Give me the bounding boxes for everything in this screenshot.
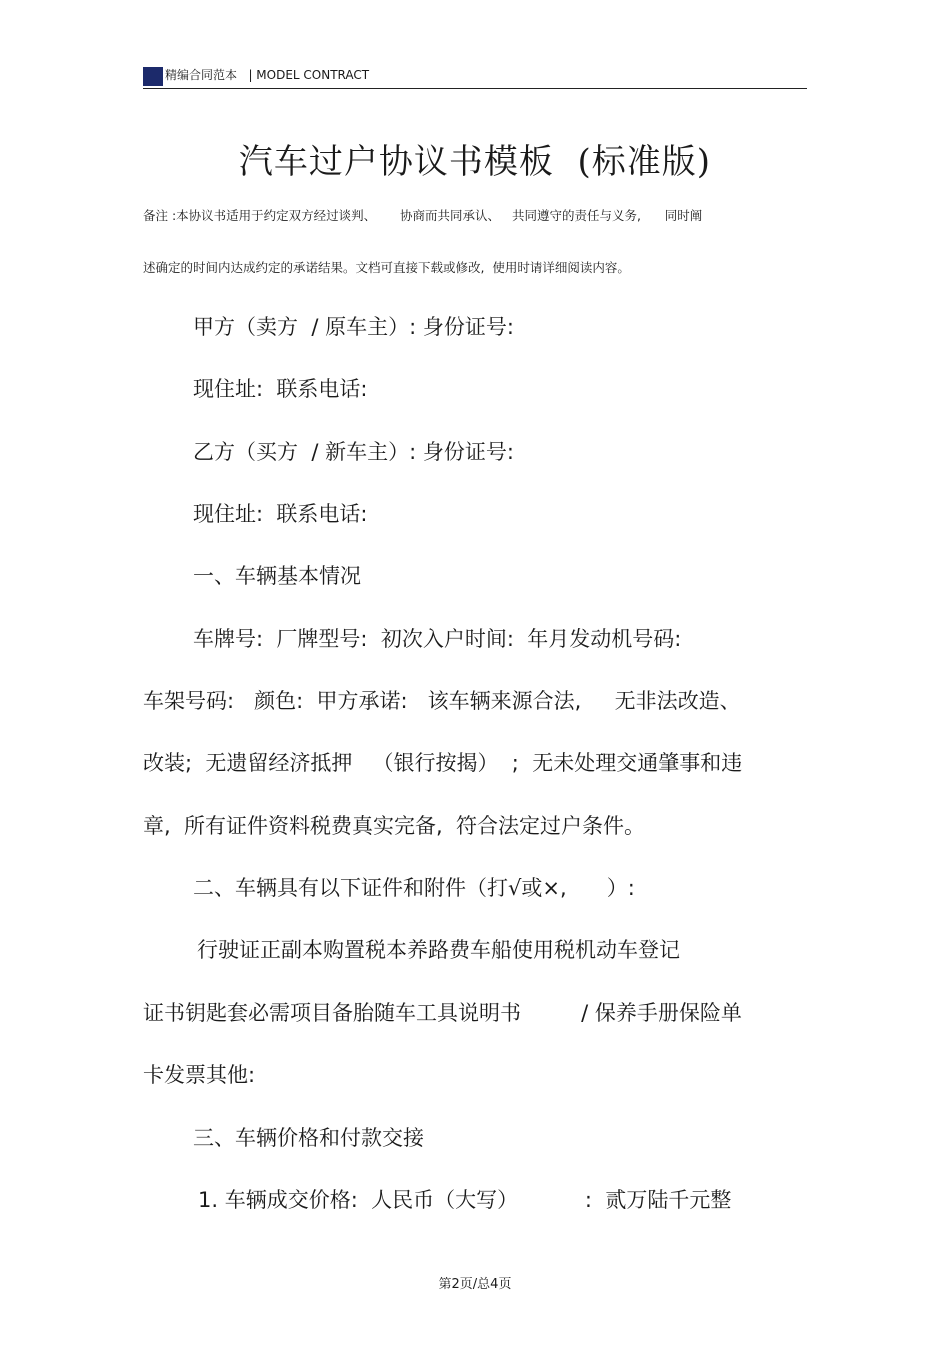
party-a-address-line: 现住址: 联系电话: [193, 377, 368, 401]
paragraph-line: 行驶证正副本购置税本养路费车船使用税机动车登记 [197, 938, 680, 962]
document-title: 汽车过户协议书模板 (标准版) [238, 142, 712, 182]
note-line-1: 备注 :本协议书适用于约定双方经过谈判、 协商而共同承认、 共同遵守的责任与义务, 同时阐 [143, 208, 703, 223]
party-b-address-line: 现住址: 联系电话: [193, 502, 368, 526]
header-label: 精编合同范本 | MODEL CONTRACT [165, 68, 370, 82]
paragraph-line: 证书钥匙套必需项目备胎随车工具说明书 / 保养手册保险单 [143, 1001, 742, 1025]
paragraph-line: 卡发票其他: [143, 1063, 256, 1087]
paragraph-line: 改装; 无遗留经济抵押 （银行按揭） ; 无未处理交通肇事和违 [143, 751, 743, 775]
paragraph-line: 车牌号: 厂牌型号: 初次入户时间: 年月发动机号码: [193, 627, 682, 651]
section-heading-1: 一、车辆基本情况 [193, 564, 361, 588]
paragraph-line: 章, 所有证件资料税费真实完备, 符合法定过户条件。 [143, 814, 646, 838]
note-line-2: 述确定的时间内达成约定的承诺结果。文档可直接下载或修改, 使用时请详细阅读内容。 [143, 260, 630, 275]
party-a-line: 甲方（卖方 / 原车主）: 身份证号: [193, 315, 514, 339]
section-heading-2: 二、车辆具有以下证件和附件（打√或×, ）: [193, 876, 635, 900]
paragraph-line: 车架号码: 颜色: 甲方承诺: 该车辆来源合法, 无非法改造、 [143, 689, 741, 713]
party-b-line: 乙方（买方 / 新车主）: 身份证号: [193, 440, 514, 464]
logo-square-icon [143, 67, 163, 86]
page-header [143, 64, 807, 89]
paragraph-line: 1. 车辆成交价格: 人民币（大写） : 贰万陆千元整 [198, 1188, 732, 1212]
section-heading-3: 三、车辆价格和付款交接 [193, 1126, 424, 1150]
page-number: 第2页/总4页 [438, 1277, 512, 1292]
